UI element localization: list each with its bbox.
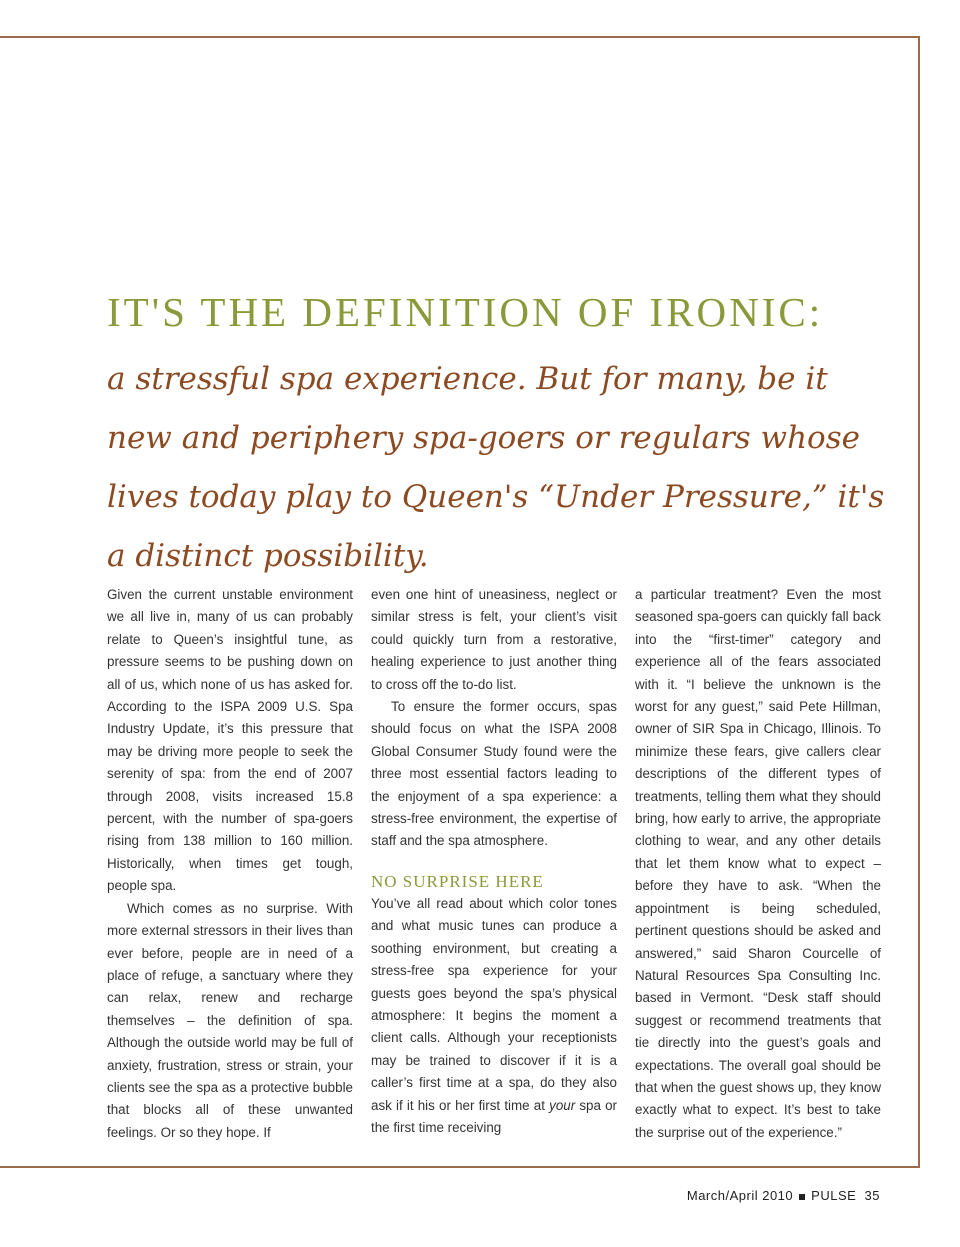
article-headline: IT'S THE DEFINITION OF IRONIC: (107, 289, 824, 335)
paragraph-text: You’ve all read about which color tones and what music tunes can produce a soothing environment, but creating a stress-free spa experience for your guests goes beyond the spa’s physical atmosphere: It begins the moment a client calls. Although your receptionists may be trained to discover if it is a caller’s first time at a spa, do they also ask if it his or her first time at (371, 895, 617, 1113)
article-deck: a stressful spa experience. But for many, be it new and periphery spa-goers or regulars whose lives today play to Queen's “Under Pressure,” it's a distinct possibility. (107, 361, 885, 574)
section-subhead: NO SURPRISE HERE (371, 871, 544, 891)
page-number: 35 (864, 1188, 880, 1203)
column-3 (635, 584, 881, 1144)
emphasis-text: your (549, 1097, 576, 1113)
publication-name: PULSE (811, 1188, 857, 1203)
column-1 (107, 584, 353, 1144)
paragraph: Which comes as no surprise. With more external stressors in their lives than ever before, people are in need of a place of refuge, a sanctuary where they can relax, renew and recharge themselves – the definition of spa. Although the outside world may be full of anxiety, frustration, stress or strain, your clients see the spa as a protective bubble that blocks all of these unwanted feelings. Or so they hope. If (107, 900, 353, 1140)
issue-date: March/April 2010 (686, 1188, 794, 1203)
paragraph: a particular treatment? Even the most seasoned spa-goers can quickly fall back into the “first-timer” category and experience all of the fears associated with it. “I believe the unknown is the worst for any guest,” said Pete Hillman, owner of SIR Spa in Chicago, Illinois. To minimize these fears, give callers clear descriptions of the different types of treatments, telling them what they should bring, how early to arrive, the appropriate clothing to wear, and any other details that let them know what to expect – before they have to ask. “When the appointment is being scheduled, pertinent questions should be asked and answered,” said Sharon Courcelle of Natural Resources Spa Consulting Inc. based in Vermont. “Desk staff should suggest or recommend treatments that tie directly into the guest’s goals and expectations. The overall goal should be that when the guest shows up, they know exactly what to expect. It’s best to take the surprise out of the experience.” (635, 587, 881, 1140)
paragraph-text: spa or the first time receiving (371, 1097, 618, 1135)
paragraph: To ensure the former occurs, spas should focus on what the ISPA 2008 Global Consumer Study found were the three most essential factors leading to the enjoyment of a spa experience: a stress-free environment, the expertise of staff and the spa atmosphere. (371, 699, 617, 849)
paragraph (371, 893, 617, 1139)
paragraph: Given the current unstable environment we all live in, many of us can probably relate to Queen’s insightful tune, as pressure seems to be pushing down on all of us, which none of us has asked for. According to the ISPA 2009 U.S. Spa Industry Update, it’s this pressure that may be driving more people to seek the serenity of spa: from the end of 2007 through 2008, visits increased 15.8 percent, with the number of spa-goers rising from 138 million to 160 million. Historically, when times get tough, people spa. (107, 587, 353, 894)
square-bullet-icon (799, 1194, 805, 1200)
paragraph: even one hint of uneasiness, neglect or similar stress is felt, your client’s visit could quickly turn from a restorative, healing experience to just another thing to cross off the to-do list. (371, 587, 617, 692)
article-body (107, 584, 883, 1144)
column-2 (371, 584, 617, 1144)
page-footer (687, 1188, 880, 1203)
